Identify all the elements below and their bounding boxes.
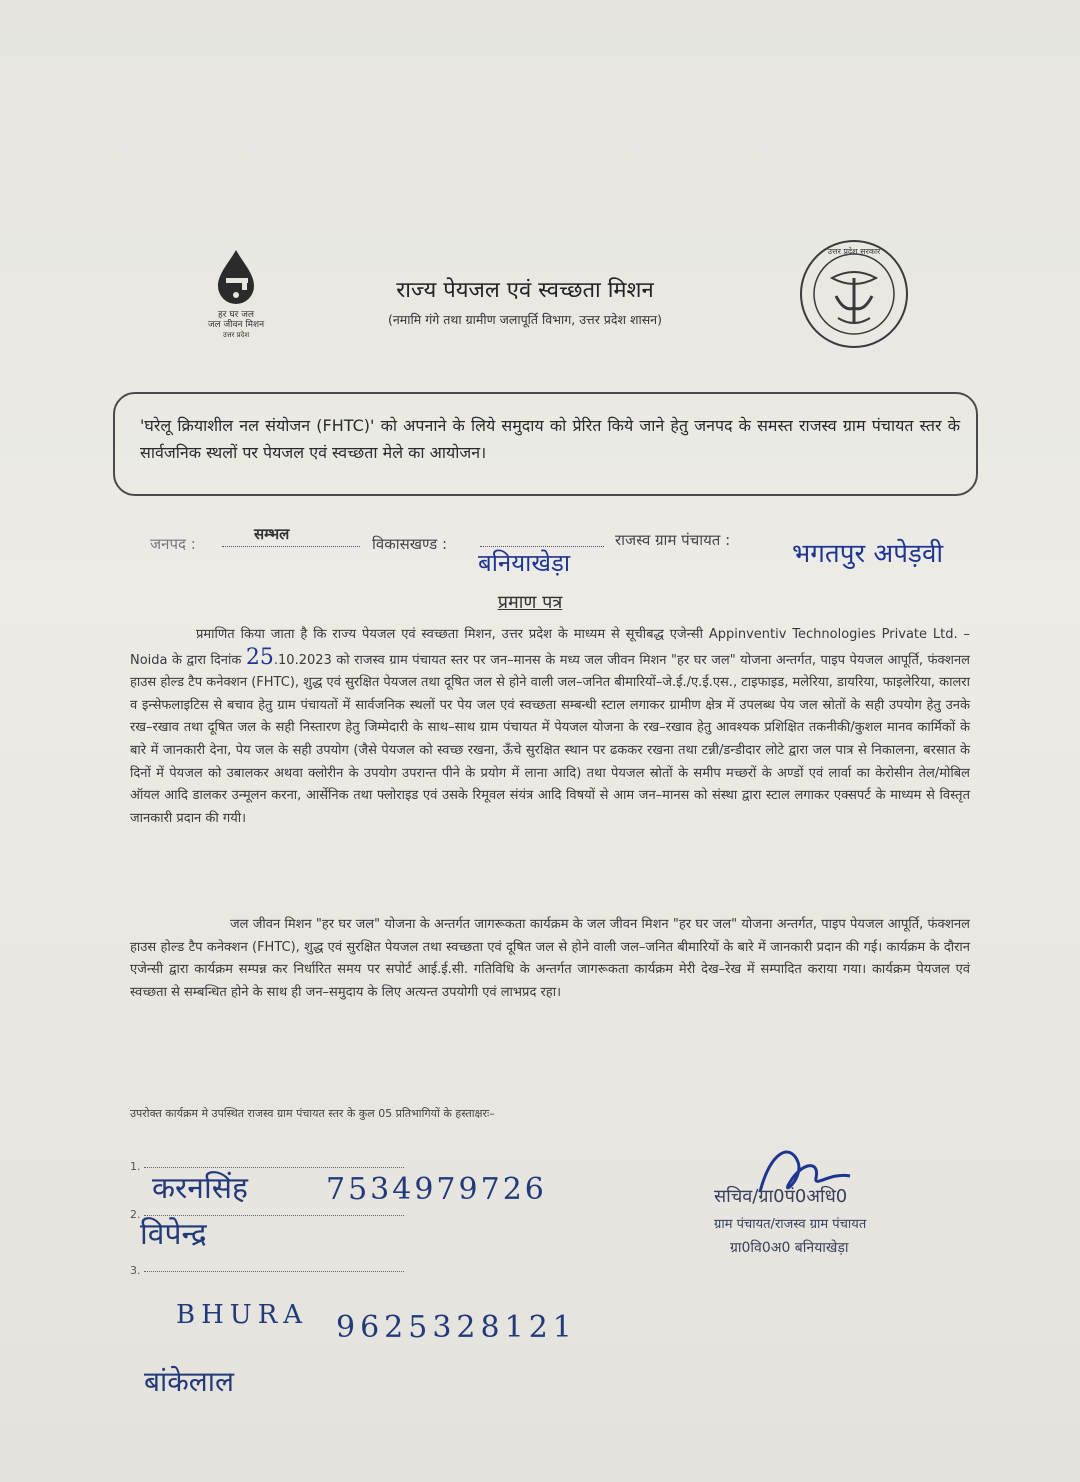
panchayat-handwritten-value: भगतपुर अपेड़वी xyxy=(792,539,944,569)
officer-stamp xyxy=(710,1180,970,1270)
page-title: राज्य पेयजल एवं स्वच्छता मिशन xyxy=(396,278,654,303)
participant-3-phone: 9625328121 xyxy=(336,1310,577,1345)
panchayat-label: राजस्व ग्राम पंचायत : xyxy=(615,531,731,549)
certificate-title: प्रमाण पत्र xyxy=(497,592,563,613)
logo-caption-line-1: हर घर जल xyxy=(218,310,254,320)
logo-caption-line-3: उत्तर प्रदेश xyxy=(222,331,250,339)
certificate-paragraph-2: जल जीवन मिशन "हर घर जल" योजना के अन्तर्गत जागरूकता कार्यक्रम के जल जीवन मिशन "हर घर जल" योजना अन्तर्गत, पाइप पेयजल आपूर्ति, फंक्शनल हाउस होल्ड टैप कनेक्शन (FHTC), शुद्ध एवं सुरक्षित पेयजल तथा स्वच्छता एवं दूषित जल से होने वाली जल–जनित बीमारियों के बारे में जानकारी प्रदान की गई। कार्यक्रम के दौरान एजेन्सी द्वारा कार्यक्रम सम्पन्न कर निर्धारित समय पर सपोर्ट आई.ई.सी. गतिविधि के अन्तर्गत जागरूकता कार्यक्रम मेरी देख–रेख में सम्पादित कराया गया। कार्यक्रम पेयजल एवं स्वच्छता से सम्बन्धित होने के साथ ही जन–समुदाय के लिए अत्यन्त उपयोगी एवं लाभप्रद रहा। xyxy=(130,917,970,1000)
district-label: जनपद : xyxy=(150,535,196,553)
officer-block: ग्रा0वि0अ0 बनियाखेड़ा xyxy=(730,1240,849,1256)
participant-2-name: विपेन्द्र xyxy=(140,1217,207,1252)
officer-panchayat: ग्राम पंचायत/राजस्व ग्राम पंचायत xyxy=(714,1217,867,1232)
block-handwritten-value: बनियाखेड़ा xyxy=(478,549,571,577)
date-handwritten: 25 xyxy=(245,644,274,670)
signatures-label: उपरोक्त कार्यक्रम मे उपस्थित राजस्व ग्राम पंचायत स्तर के कुल 05 प्रतिभागियों के हस्ताक्षरः– xyxy=(130,1107,495,1120)
water-drop-tap-icon xyxy=(206,248,266,306)
participant-1-name: करनसिंह xyxy=(152,1171,248,1206)
officer-designation: सचिव/ग्रा0पं0अधि0 xyxy=(714,1186,848,1207)
up-government-seal-icon xyxy=(798,238,910,350)
signature-line-2: 2. xyxy=(130,1208,141,1221)
seal-text: उत्तर प्रदेश सरकार xyxy=(827,247,881,256)
date-printed: .10.2023 xyxy=(273,652,332,668)
participant-3-name: BHURA xyxy=(176,1300,309,1330)
har-ghar-jal-logo xyxy=(186,248,286,348)
district-value: सम्भल xyxy=(254,525,290,543)
subject-text: 'घरेलू क्रियाशील नल संयोजन (FHTC)' को अपनाने के लिये समुदाय को प्रेरित किये जाने हेतु जनपद के समस्त राजस्व ग्राम पंचायत स्तर के सार्वजनिक स्थलों पर पेयजल एवं स्वच्छता मेले का आयोजन। xyxy=(140,416,960,462)
logo-caption-line-2: जल जीवन मिशन xyxy=(207,320,265,330)
participant-1-phone: 7534979726 xyxy=(326,1172,547,1207)
block-label: विकासखण्ड : xyxy=(372,535,448,553)
participant-4-name: बांकेलाल xyxy=(144,1365,234,1398)
certificate-paragraph-1 xyxy=(130,624,970,830)
page-subtitle: (नमामि गंगे तथा ग्रामीण जलापूर्ति विभाग, उत्तर प्रदेश शासन) xyxy=(387,312,662,327)
paragraph-1-intro: प्रमाणित किया जाता है कि राज्य पेयजल एवं स्वच्छता मिशन, उत्तर प्रदेश के माध्यम से सूचीबद्ध एजेन्सी Appinventiv Technologies Private Ltd. – Noida के द्वारा दिनांक xyxy=(130,627,970,668)
paragraph-1-body: को राजस्व ग्राम पंचायत स्तर पर जन–मानस के मध्य जल जीवन मिशन "हर घर जल" योजना अन्तर्गत, पाइप पेयजल आपूर्ति, फंक्शनल हाउस होल्ड टैप कनेक्शन (FHTC), शुद्ध एवं सुरक्षित पेयजल तथा दूषित जल से होने वाली जल–जनित बीमारियों–जे.ई./ए.ई.एस., टाइफाइड, मलेरिया, डायरिया, फाइलेरिया, कालरा व इन्सेफलाइटिस से बचाव हेतु ग्राम पंचायतों में सार्वजनिक स्थलों पर पेय जल एवं स्वच्छता सम्बन्धी स्टाल लगाकर ग्रामीण क्षेत्र में उपलब्ध पेय जल स्रोतों के सही उपयोग हेतु उनके रख–रखाव तथा दूषित जल के सही निस्तारण हेतु जिम्मेदारी के साथ–साथ ग्राम पंचायत में पेयजल योजना के रख–रखाव हेतु आवश्यक प्रशिक्षित तकनीकी/कुशल मानव कार्मिकों के बारे में जानकारी देना, पेय जल के सही उपयोग (जैसे पेयजल को स्वच्छ रखना, ऊँचे सुरक्षित स्थान पर ढककर रखना तथा टन्नी/डन्डीदार लोटे द्वारा जल पात्र से निकालना, बरसात के दिनों में पेयजल को उबालकर अथवा क्लोरीन के उपयोग उपरान्त पीने के प्रयोग में लाना आदि) तथा पेयजल स्रोतों के समीप मच्छरों के अण्डों एवं लार्वा का केरोसीन तेल/मोबिल ऑयल आदि डालकर उन्मूलन करना, आर्सेनिक तथा फ्लोराइड एवं उसके रिमूवल संयंत्र आदि विषयों से आम जन–मानस को संस्था द्वारा स्टाल लगाकर एक्सपर्ट के माध्यम से विस्तृत जानकारी प्रदान की गयी। xyxy=(130,652,970,826)
signature-line-1: 1. xyxy=(130,1160,141,1173)
signature-line-3: 3. xyxy=(130,1264,141,1277)
